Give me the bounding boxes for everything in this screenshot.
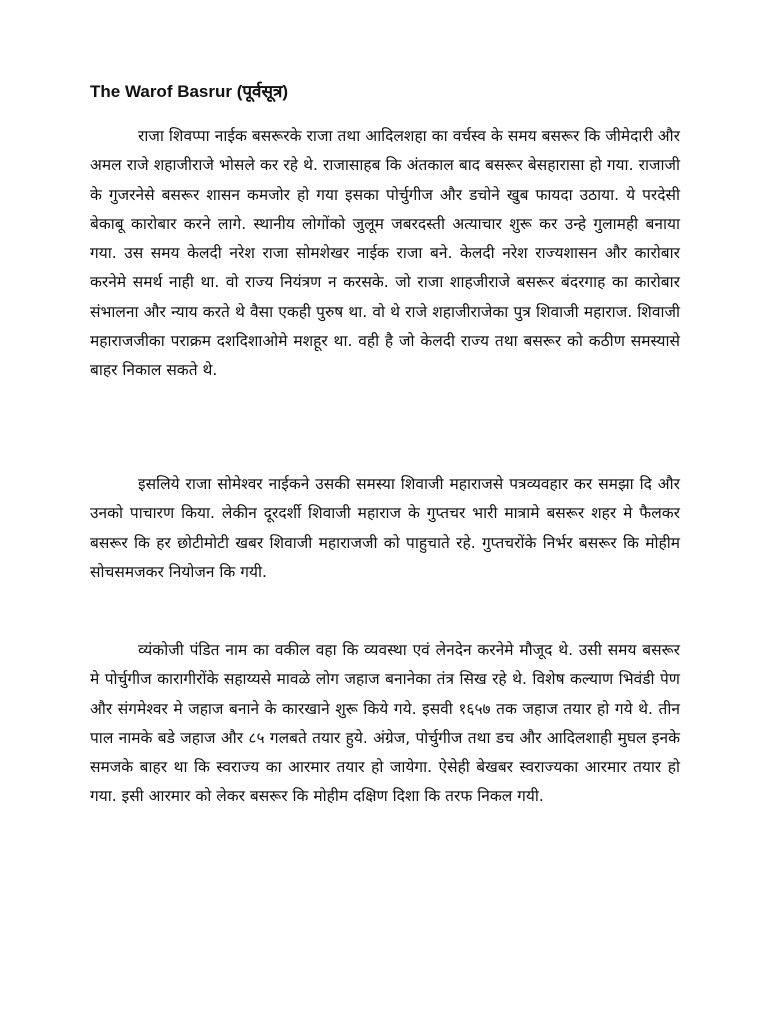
paragraph-1: राजा शिवप्पा नाईक बसरूरके राजा तथा आदिलशहा का वर्चस्व के समय बसरूर कि जीमेदारी और अमल राजे शहाजीराजे भोसले कर रहे थे. राजासाहब कि अंतकाल बाद बसरूर बेसहारासा हो गया. राजाजी के गुजरनेसे बसरूर शासन कमजोर हो गया इसका पोर्चुगीज और डचोने खुब फायदा उठाया. ये परदेसी बेकाबू कारोबार करने लागे. स्थानीय लोगोंको जुलूम जबरदस्ती अत्याचार शुरू कर उन्हे गुलामही बनाया गया. उस समय केलदी नरेश राजा सोमशेखर नाईक राजा बने. केलदी नरेश राज्यशासन और कारोबार करनेमे समर्थ नाही था. वो राज्य नियंत्रण न करसके. जो राजा शाहजीराजे बसरूर बंदरगाह का कारोबार संभालना और न्याय करते थे वैसा एकही पुरुष था. वो थे राजे शहाजीराजेका पुत्र शिवाजी महाराज. शिवाजी महाराजजीका पराक्रम दशदिशाओमे मशहूर था. वही है जो केलदी राज्य तथा बसरूर को कठीण समस्यासे बाहर निकाल सकते थे.: [90, 127, 680, 380]
paragraph-3: व्यंकोजी पंडित नाम का वकील वहा कि व्यवस्था एवं लेनदेन करनेमे मौजूद थे. उसी समय बसरूर मे पोर्चुगीज कारागीरोंके सहाय्यसे मावळे लोग जहाज बनानेका तंत्र सिख रहे थे. विशेष कल्याण भिवंडी पेण और संगमेश्वर मे जहाज बनाने के कारखाने शुरू किये गये. इसवी १६५७ तक जहाज तयार हो गये थे. तीन पाल नामके बडे जहाज और ८५ गलबते तयार हुये. अंग्रेज, पोर्चुगीज तथा डच और आदिलशाही मुघल इनके समजके बाहर था कि स्वराज्य का आरमार तयार हो जायेगा. ऐसेही बेखबर स्वराज्यका आरमार तयार हो गया. इसी आरमार को लेकर बसरूर कि मोहीम दक्षिण दिशा कि तरफ निकल गयी.: [90, 641, 680, 806]
paragraph-2: इसलिये राजा सोमेश्वर नाईकने उसकी समस्या शिवाजी महाराजसे पत्रव्यवहार कर समझा दि और उनको पाचारण किया. लेकीन दूरदर्शी शिवाजी महाराज के गुप्तचर भारी मात्रामे बसरूर शहर मे फैलकर बसरूर कि हर छोटीमोटी खबर शिवाजी महाराजजी को पाहुचाते रहे. गुप्तचरोंके निर्भर बसरूर कि मोहीम सोचसमजकर नियोजन कि गयी.: [90, 475, 680, 581]
document-title: The Warof Basrur (पूर्वसूत्र): [90, 82, 289, 101]
